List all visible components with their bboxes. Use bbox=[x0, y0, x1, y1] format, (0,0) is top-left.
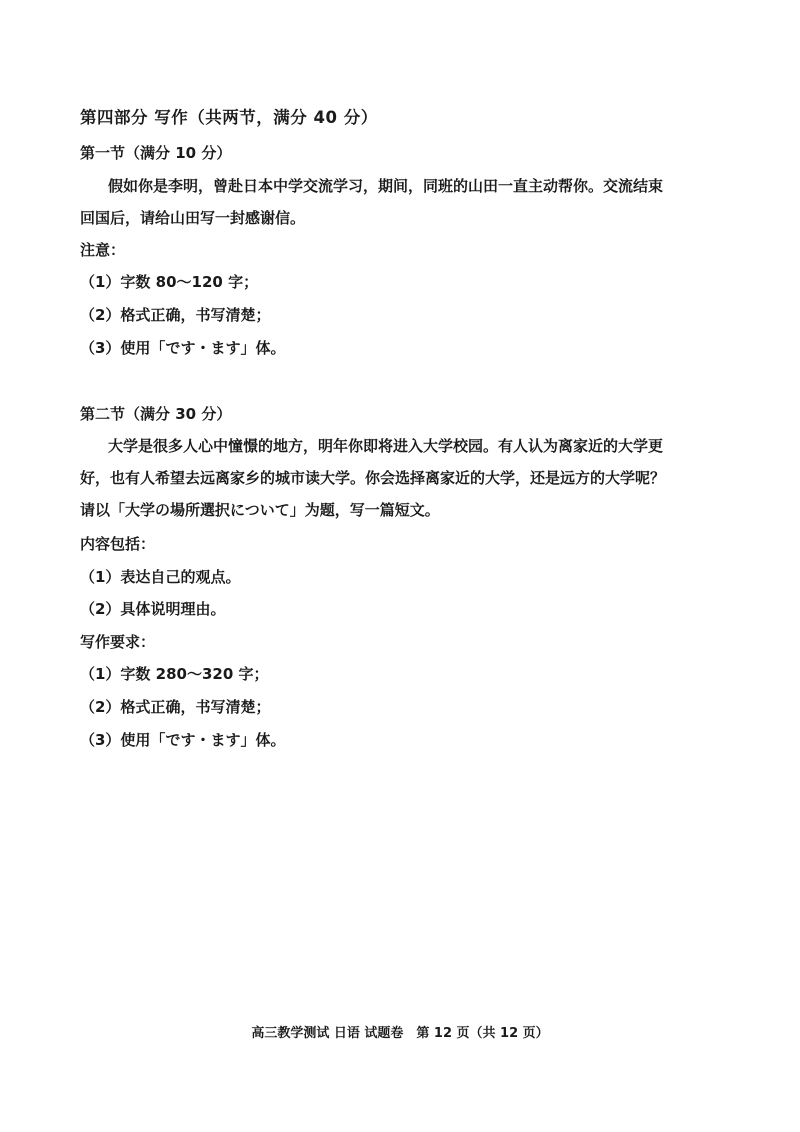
section1-note-3: （3）使用「です・ます」体。 bbox=[80, 339, 286, 357]
section2-content-label: 内容包括： bbox=[80, 535, 156, 553]
section1-note-1: （1）字数 80～120 字； bbox=[80, 273, 259, 291]
section1-prompt-line2: 回国后，请给山田写一封感谢信。 bbox=[80, 209, 306, 227]
section1-prompt-line1: 假如你是李明，曾赴日本中学交流学习，期间，同班的山田一直主动帮你。交流结束 bbox=[108, 177, 664, 195]
section2-prompt-line1: 大学是很多人心中憧憬的地方，明年你即将进入大学校园。有人认为离家近的大学更 bbox=[108, 437, 664, 455]
page-footer: 高三教学测试 日语 试题卷 第 12 页（共 12 页） bbox=[251, 1026, 549, 1041]
part-title: 第四部分 写作（共两节，满分 40 分） bbox=[80, 108, 378, 127]
section2-heading: 第二节（满分 30 分） bbox=[80, 405, 232, 423]
section1-heading: 第一节（满分 10 分） bbox=[80, 144, 232, 162]
section2-requirement-1: （1）字数 280～320 字； bbox=[80, 665, 269, 683]
section2-requirements-label: 写作要求： bbox=[80, 633, 156, 651]
section2-content-item-1: （1）表达自己的观点。 bbox=[80, 568, 241, 586]
section1-note-2: （2）格式正确，书写清楚； bbox=[80, 306, 271, 324]
section2-content-item-2: （2）具体说明理由。 bbox=[80, 600, 226, 618]
section2-requirement-3: （3）使用「です・ます」体。 bbox=[80, 731, 286, 749]
section2-prompt-line2: 好，也有人希望去远离家乡的城市读大学。你会选择离家近的大学，还是远方的大学呢？ bbox=[80, 469, 666, 487]
section1-notes-label: 注意： bbox=[80, 241, 126, 259]
section2-requirement-2: （2）格式正确，书写清楚； bbox=[80, 698, 271, 716]
section2-prompt-line3: 请以「大学の場所選択について」为题，写一篇短文。 bbox=[80, 501, 440, 519]
